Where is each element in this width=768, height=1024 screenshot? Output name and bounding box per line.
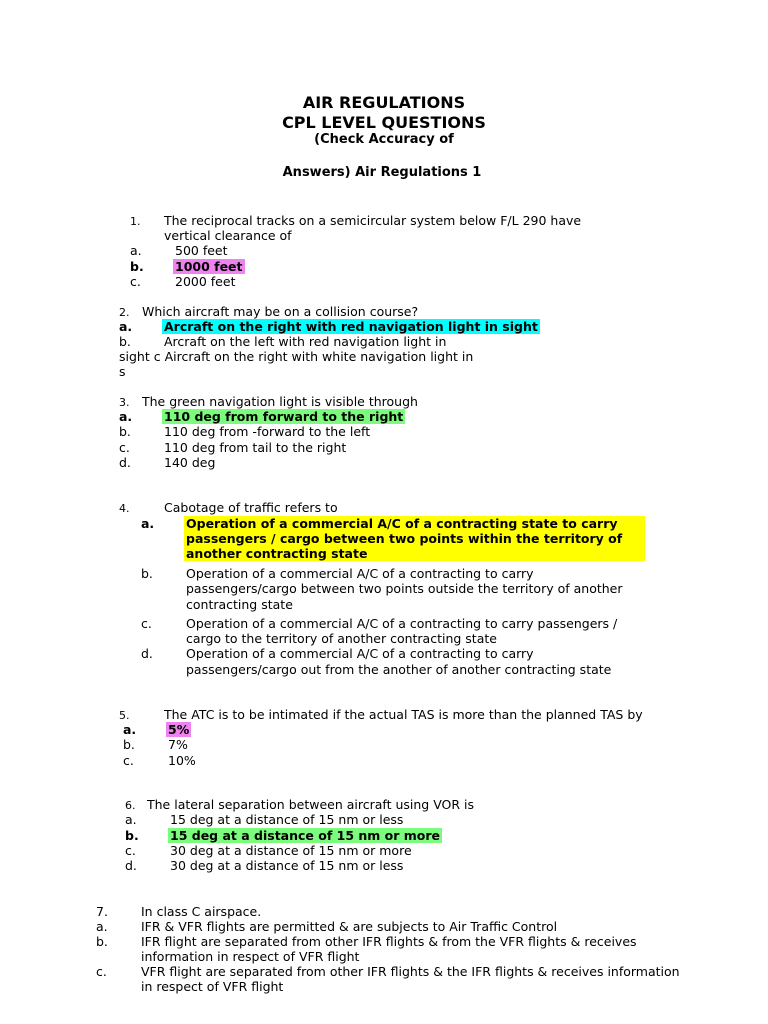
q7-option-a: IFR & VFR flights are permitted & are subjects to Air Traffic Control (141, 919, 558, 934)
title-air-regulations: AIR REGULATIONS (302, 93, 466, 112)
q3-option-a-label: a. (119, 409, 133, 424)
q3-option-d: 140 deg (164, 455, 216, 470)
q6-option-a: 15 deg at a distance of 15 nm or less (170, 812, 404, 827)
q1-option-b-label: b. (130, 259, 144, 274)
q7-option-c-line1: VFR flight are separated from other IFR flights & the IFR flights & receives information (141, 964, 680, 979)
q7-option-b-line1: IFR flight are separated from other IFR flights & from the VFR flights & receives (141, 934, 637, 949)
q2-text: Which aircraft may be on a collision course? (142, 304, 419, 319)
q7-text: In class C airspace. (141, 904, 262, 919)
q4-text: Cabotage of traffic refers to (164, 500, 338, 515)
q4-option-b-line1: Operation of a commercial A/C of a contracting to carry (186, 566, 534, 581)
q4-option-d-line2: passengers/cargo out from the another of another contracting state (186, 662, 612, 677)
q1-option-a-label: a. (130, 243, 142, 258)
q3-option-c: 110 deg from tail to the right (164, 440, 347, 455)
q5-option-c-label: c. (123, 753, 134, 768)
q6-option-d-label: d. (125, 858, 137, 873)
q3-option-b-label: b. (119, 424, 131, 439)
q7-number: 7. (96, 904, 108, 919)
q5-text: The ATC is to be intimated if the actual TAS is more than the planned TAS by (164, 707, 643, 722)
q4-option-b-line3: contracting state (186, 597, 293, 612)
q4-option-a-line2: passengers / cargo between two points within the territory of (186, 531, 623, 546)
q2-option-b-label: b. (119, 334, 131, 349)
q4-option-d-label: d. (141, 646, 153, 661)
q4-number: 4. (119, 502, 130, 515)
q2-option-a-answer: Arcraft on the right with red navigation light in sight (164, 319, 538, 334)
q6-option-a-label: a. (125, 812, 137, 827)
q5-option-a-label: a. (123, 722, 137, 737)
q6-option-c: 30 deg at a distance of 15 nm or more (170, 843, 412, 858)
q2-option-c-wrap: s (119, 364, 126, 379)
q1-number: 1. (130, 215, 141, 228)
q7-option-a-label: a. (96, 919, 108, 934)
q2-option-b: Arcraft on the left with red navigation light in (164, 334, 447, 349)
q4-option-d-line1: Operation of a commercial A/C of a contracting to carry (186, 646, 534, 661)
q5-option-b-label: b. (123, 737, 135, 752)
q2-number: 2. (119, 306, 130, 319)
q2-option-a-label: a. (119, 319, 133, 334)
q4-option-c-line1: Operation of a commercial A/C of a contracting to carry passengers / (186, 616, 618, 631)
q3-text: The green navigation light is visible through (142, 394, 418, 409)
q5-option-c: 10% (168, 753, 196, 768)
q4-option-a-line1: Operation of a commercial A/C of a contracting state to carry (186, 516, 618, 531)
q5-number: 5. (119, 709, 130, 722)
q4-option-a-line3: another contracting state (186, 546, 368, 561)
q1-option-a: 500 feet (175, 243, 228, 258)
q7-option-c-line2: in respect of VFR flight (141, 979, 284, 994)
q7-option-b-line2: information in respect of VFR flight (141, 949, 360, 964)
q1-option-c-label: c. (130, 274, 141, 289)
q6-option-d: 30 deg at a distance of 15 nm or less (170, 858, 404, 873)
q3-option-c-label: c. (119, 440, 130, 455)
q6-option-c-label: c. (125, 843, 136, 858)
q3-number: 3. (119, 396, 130, 409)
q6-number: 6. (125, 799, 136, 812)
q6-option-b-label: b. (125, 828, 139, 843)
q4-option-b-line2: passengers/cargo between two points outside the territory of another (186, 581, 623, 596)
q6-option-b-answer: 15 deg at a distance of 15 nm or more (170, 828, 441, 843)
q2-option-c-line: sight c Aircraft on the right with white navigation light in (119, 349, 474, 364)
q5-option-b: 7% (168, 737, 188, 752)
q4-option-c-line2: cargo to the territory of another contracting state (186, 631, 497, 646)
q1-option-c: 2000 feet (175, 274, 236, 289)
subtitle-answers: Answers) Air Regulations 1 (282, 165, 482, 180)
q6-text: The lateral separation between aircraft using VOR is (147, 797, 475, 812)
q3-option-a-answer: 110 deg from forward to the right (164, 409, 404, 424)
q1-option-b-answer: 1000 feet (175, 259, 243, 274)
q4-option-b-label: b. (141, 566, 153, 581)
q1-text-line2: vertical clearance of (164, 228, 292, 243)
q5-option-a-answer: 5% (168, 722, 190, 737)
q4-option-c-label: c. (141, 616, 152, 631)
subtitle-check-accuracy: (Check Accuracy of (314, 132, 454, 147)
q3-option-d-label: d. (119, 455, 131, 470)
q4-option-a-label: a. (141, 516, 155, 531)
q7-option-b-label: b. (96, 934, 108, 949)
q1-text-line1: The reciprocal tracks on a semicircular system below F/L 290 have (164, 213, 582, 228)
q3-option-b: 110 deg from -forward to the left (164, 424, 371, 439)
q7-option-c-label: c. (96, 964, 107, 979)
title-cpl-level-questions: CPL LEVEL QUESTIONS (282, 113, 486, 132)
